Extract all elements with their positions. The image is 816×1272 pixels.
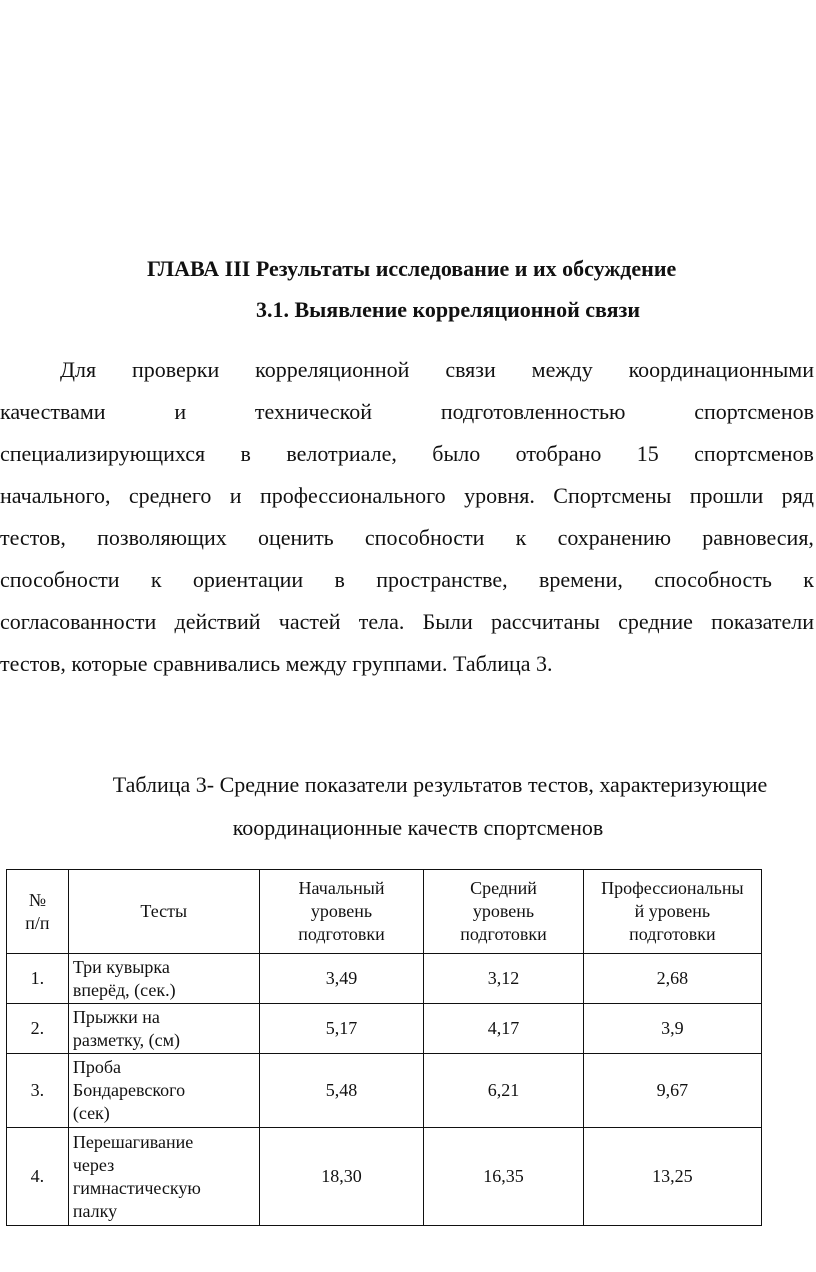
- cell-line: (сек): [72, 1103, 110, 1123]
- row-pro-value: 2,68: [583, 954, 761, 1004]
- row-middle-value: 16,35: [424, 1128, 583, 1226]
- paragraph-word: и: [174, 399, 187, 424]
- row-beginner-value: 3,49: [259, 954, 424, 1004]
- paragraph-word: связи: [445, 357, 496, 382]
- paragraph-line: [0, 523, 814, 553]
- row-number: 3.: [7, 1054, 69, 1128]
- cell-line: уровень: [472, 901, 535, 921]
- paragraph-word: проверки: [131, 357, 220, 382]
- paragraph-line: [0, 481, 814, 511]
- paragraph-word: в: [334, 567, 345, 592]
- row-middle-value: 4,17: [424, 1004, 583, 1054]
- paragraph-word: технической: [254, 399, 373, 424]
- paragraph-word: способности: [364, 525, 485, 550]
- results-table: [6, 869, 762, 1226]
- paragraph-word: тестов, которые сравнивались между группами. Таблица 3.: [0, 651, 553, 676]
- cell-line: подготовки: [298, 924, 385, 944]
- paragraph-line: [0, 565, 814, 595]
- cell-line: Начальный: [298, 878, 385, 898]
- cell-line: через: [72, 1154, 115, 1175]
- paragraph-word: было: [432, 441, 481, 466]
- paragraph-line: [0, 439, 814, 469]
- cell-line: уровень: [310, 901, 373, 921]
- paragraph-word: позволяющих: [97, 525, 227, 550]
- table-row: [7, 1128, 762, 1226]
- paragraph-word: сохранению: [557, 525, 672, 550]
- cell-line: палку: [72, 1200, 118, 1221]
- cell-line: Тесты: [140, 901, 188, 921]
- header-number: [7, 870, 69, 954]
- paragraph-word: пространстве,: [376, 567, 508, 592]
- paragraph-word: способности: [0, 567, 120, 592]
- row-beginner-value: 5,17: [259, 1004, 424, 1054]
- paragraph-word: подготовленностью: [440, 399, 626, 424]
- header-beginner-level: [259, 870, 424, 954]
- row-test-name: [68, 954, 259, 1004]
- paragraph-word: в: [240, 441, 251, 466]
- row-number: 4.: [7, 1128, 69, 1226]
- paragraph-word: к: [515, 525, 527, 550]
- cell-line: вперёд, (сек.): [72, 979, 176, 1000]
- paragraph-word: согласованности действий частей тела. Были рассчитаны средние показатели: [0, 609, 814, 634]
- row-pro-value: 13,25: [583, 1128, 761, 1226]
- row-number: 1.: [7, 954, 69, 1004]
- row-beginner-value: 5,48: [259, 1054, 424, 1128]
- cell-line: Три кувырка: [72, 956, 170, 977]
- paragraph-word: Для: [60, 357, 97, 382]
- paragraph-line: [0, 397, 814, 427]
- table-row: [7, 954, 762, 1004]
- table-header-row: [7, 870, 762, 954]
- paragraph-word: равновесия,: [702, 525, 814, 550]
- header-pro-level: [583, 870, 761, 954]
- table-row: [7, 1054, 762, 1128]
- cell-line: Прыжки на: [72, 1006, 160, 1027]
- cell-line: Перешагивание: [72, 1131, 194, 1152]
- paragraph-word: качествами: [0, 399, 106, 424]
- table-caption-line-1: Таблица 3- Средние показатели результатов тестов, характеризующие: [112, 772, 768, 797]
- cell-line: подготовки: [460, 924, 547, 944]
- cell-line: й уровень: [634, 901, 711, 921]
- cell-line: Профессиональны: [601, 878, 744, 898]
- table-caption-line-2: координационные качеств спортсменов: [232, 815, 604, 840]
- chapter-title: ГЛАВА III Результаты исследование и их обсуждение: [147, 256, 677, 281]
- cell-line: разметку, (см): [72, 1029, 181, 1050]
- row-test-name: [68, 1054, 259, 1128]
- cell-line: п/п: [25, 912, 50, 933]
- paragraph-word: спортсменов: [694, 399, 814, 424]
- paragraph-word: начального, среднего и профессионального уровня. Спортсмены прошли ряд: [0, 483, 814, 508]
- header-middle-level: [424, 870, 583, 954]
- section-title: 3.1. Выявление корреляционной связи: [255, 297, 641, 322]
- paragraph-word: отобрано: [515, 441, 602, 466]
- cell-line: №: [28, 889, 47, 910]
- cell-line: Средний: [470, 878, 537, 898]
- paragraph-word: между: [531, 357, 593, 382]
- row-pro-value: 9,67: [583, 1054, 761, 1128]
- paragraph-word: к: [803, 567, 814, 592]
- paragraph-word: оценить: [257, 525, 334, 550]
- paragraph-line: [0, 649, 814, 679]
- paragraph-word: 15: [636, 441, 659, 466]
- row-beginner-value: 18,30: [259, 1128, 424, 1226]
- paragraph-word: времени,: [538, 567, 623, 592]
- paragraph-word: специализирующихся: [0, 441, 206, 466]
- paragraph-word: к: [150, 567, 162, 592]
- paragraph-word: ориентации: [192, 567, 304, 592]
- row-pro-value: 3,9: [583, 1004, 761, 1054]
- paragraph-word: велотриале,: [286, 441, 397, 466]
- paragraph-word: координационными: [628, 357, 814, 382]
- row-middle-value: 3,12: [424, 954, 583, 1004]
- cell-line: Проба: [72, 1057, 122, 1077]
- header-tests: [68, 870, 259, 954]
- paragraph-word: тестов,: [0, 525, 66, 550]
- row-test-name: [68, 1128, 259, 1226]
- row-number: 2.: [7, 1004, 69, 1054]
- cell-line: гимнастическую: [72, 1177, 201, 1198]
- row-test-name: [68, 1004, 259, 1054]
- table-row: [7, 1004, 762, 1054]
- paragraph-word: спортсменов: [694, 441, 814, 466]
- paragraph-word: способность: [654, 567, 772, 592]
- paragraph-line: [0, 607, 814, 637]
- paragraph-word: корреляционной: [255, 357, 410, 382]
- row-middle-value: 6,21: [424, 1054, 583, 1128]
- cell-line: подготовки: [629, 924, 716, 944]
- paragraph-line: [0, 355, 814, 385]
- cell-line: Бондаревского: [72, 1080, 186, 1100]
